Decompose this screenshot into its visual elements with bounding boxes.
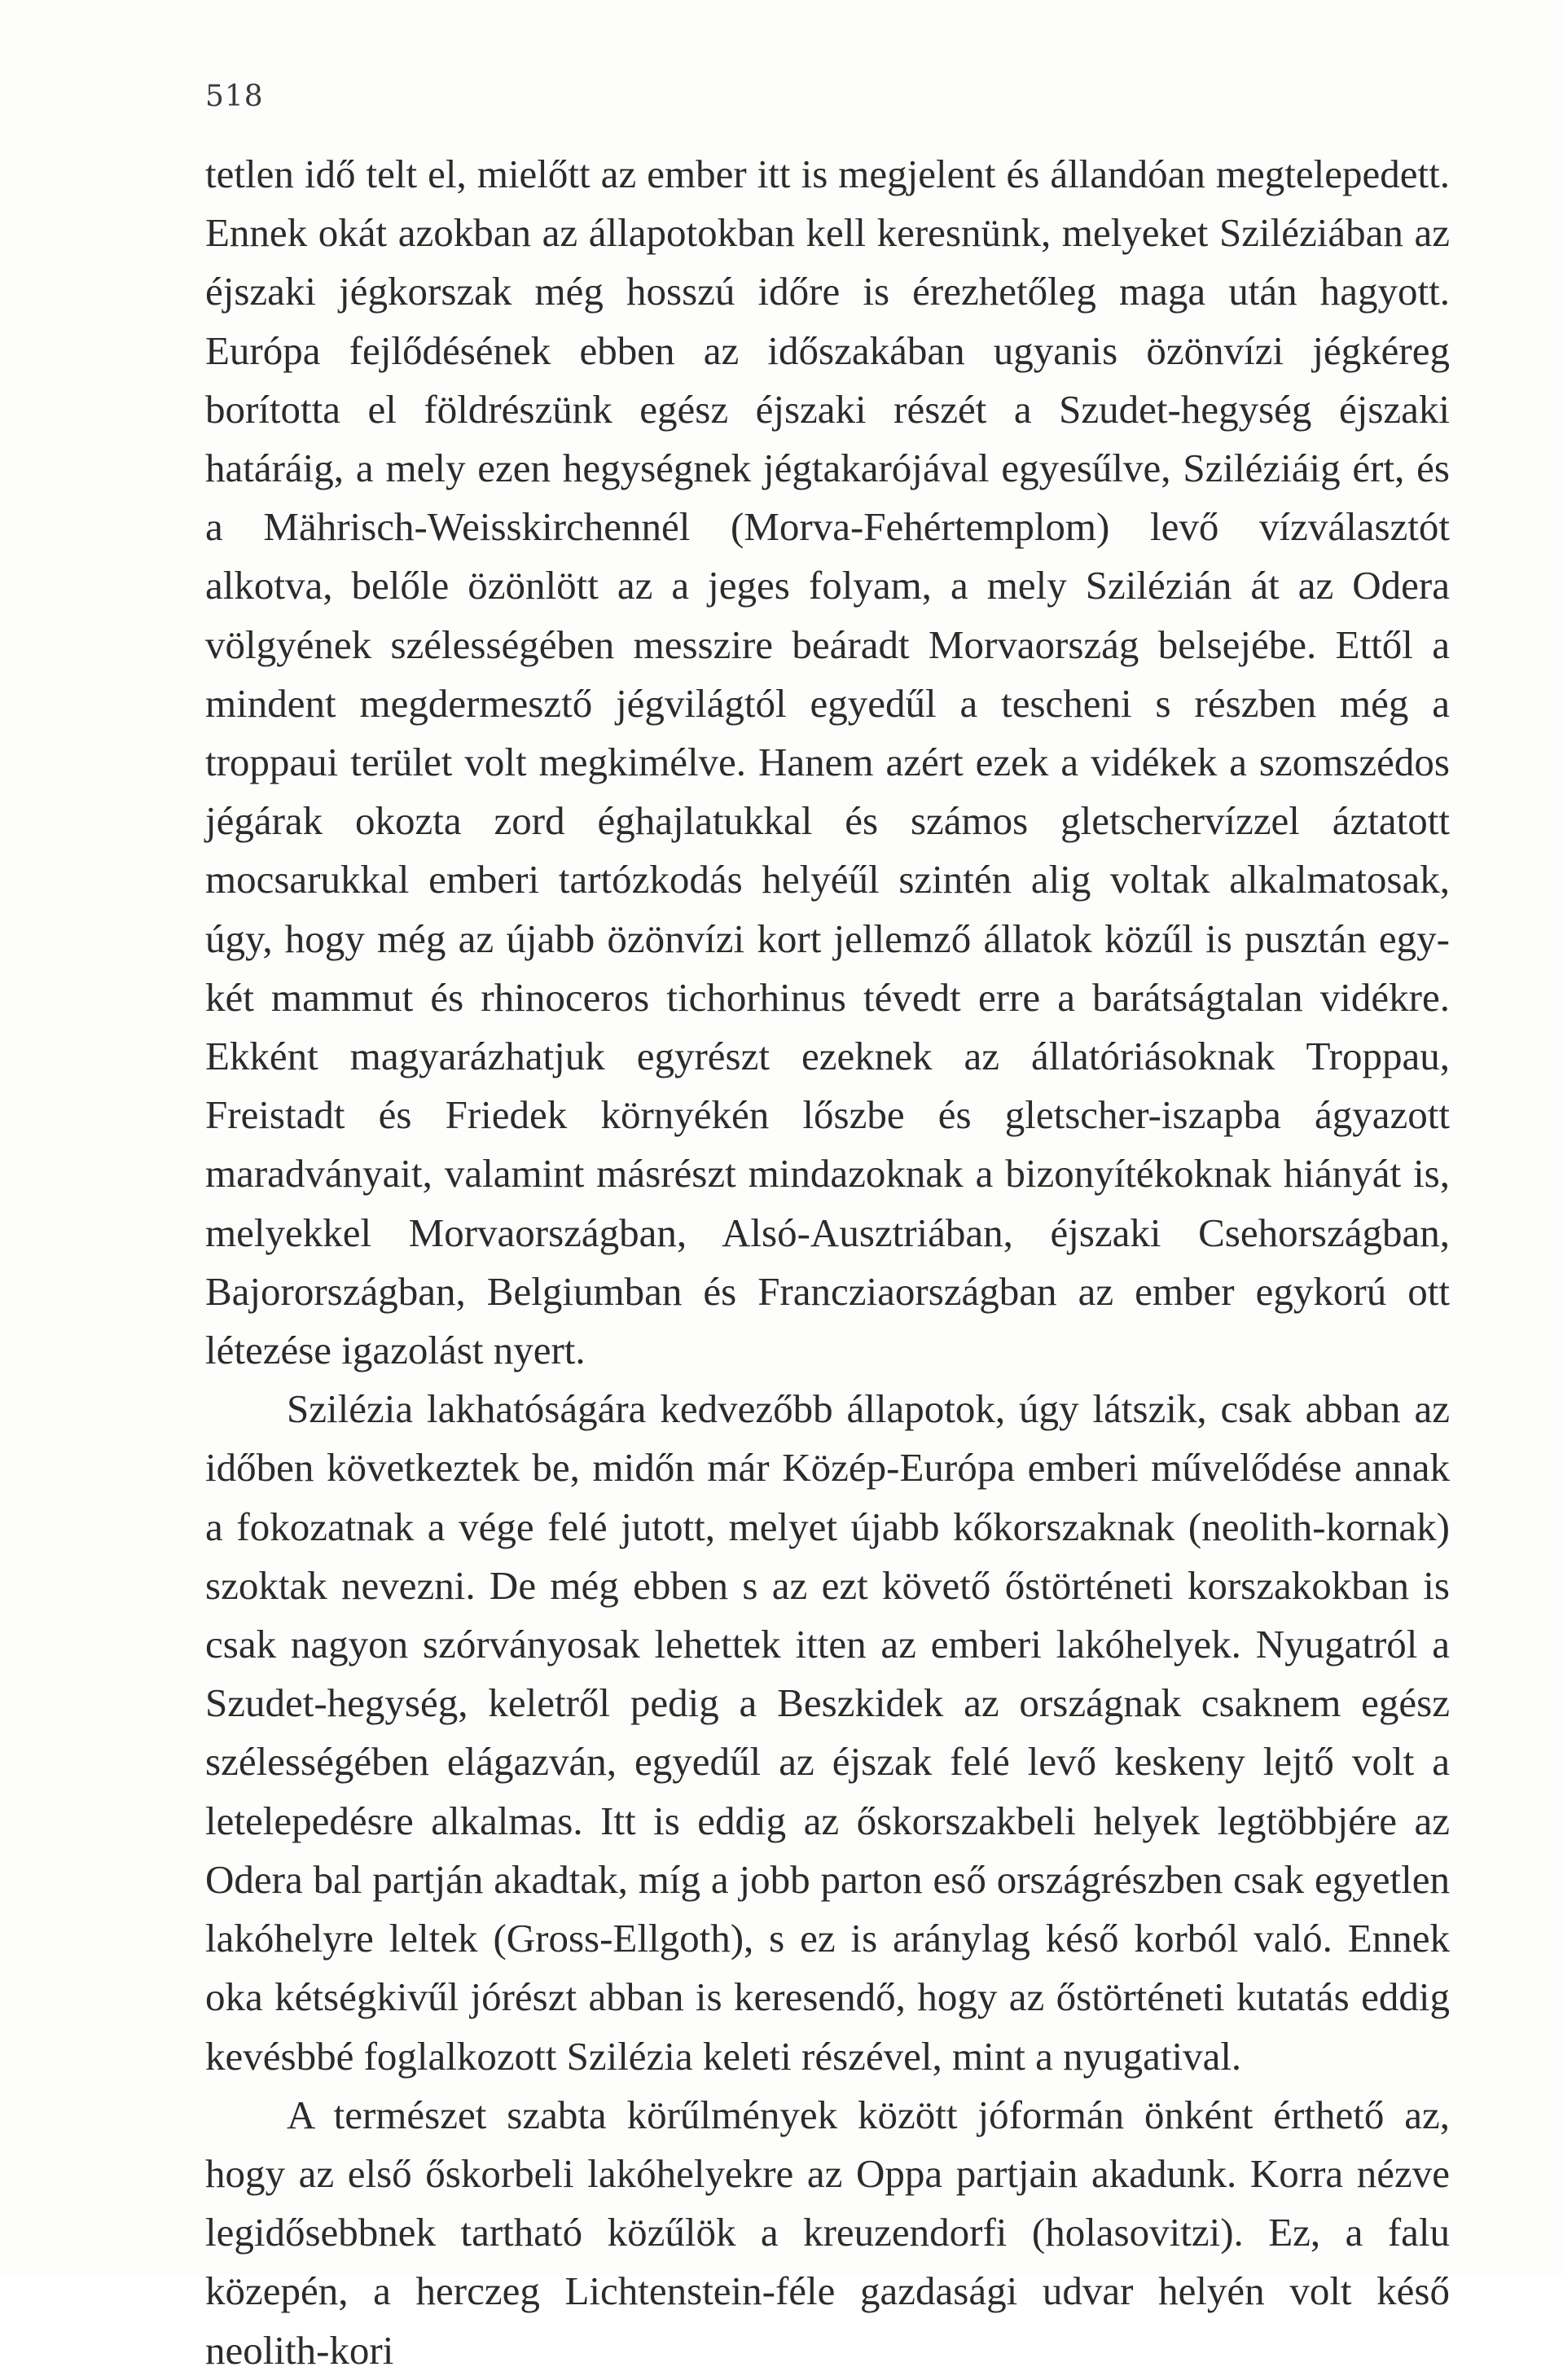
paragraph-1: tetlen idő telt el, mielőtt az ember itt is megjelent és állandóan megtelepedett. Ennek okát azokban az állapotokban kell keresnünk, melyeket Sziléziában az éjszaki jégkorszak még hosszú időre is érezhetőleg maga után hagyott. Európa fejlődésének ebben az időszakában ugyanis özönvízi jégkéreg borította el földrészünk egész éjszaki részét a Szudet-hegység éjszaki határáig, a mely ezen hegységnek jégtakarójával egyesűlve, Sziléziáig ért, és a Mährisch-Weisskirchennél (Morva-Fehértemplom) levő vízválasztót alkotva, belőle özönlött az a jeges folyam, a mely Szilézián át az Odera völgyének szélességében messzire beáradt Morvaország belsejébe. Ettől a mindent megdermesztő jégvilágtól egyedűl a tescheni s részben még a troppaui terület volt megkimélve. Hanem azért ezek a vidékek a szomszédos jégárak okozta zord éghajlatukkal és számos gletschervízzel áztatott mocsarukkal emberi tartózkodás helyéűl szintén alig voltak alkalmatosak, úgy, hogy még az újabb özönvízi kort jellemző állatok közűl is pusztán egy-két mammut és rhinoceros tichorhinus tévedt erre a barátságtalan vidékre. Ekként magyarázhatjuk egyrészt ezeknek az állatóriásoknak Troppau, Freistadt és Friedek környékén lőszbe és gletscher-iszapba ágyazott maradványait, valamint másrészt mindazoknak a bizonyítékoknak hiányát is, melyekkel Morvaországban, Alsó-Ausztriában, éjszaki Csehországban, Bajorországban, Belgiumban és Francziaországban az ember egykorú ott létezése igazolást nyert. [205, 151, 1450, 1373]
body-text [205, 145, 1450, 2380]
paragraph-3: A természet szabta körűlmények között jóformán önként érthető az, hogy az első őskorbeli lakóhelyekre az Oppa partjain akadunk. Korra nézve legidősebbnek tartható közűlök a kreuzendorfi (holasovitzi). Ez, a falu közepén, a herczeg Lichtenstein-féle gazdasági udvar helyén volt késő neolith-kori [205, 2092, 1450, 2373]
paragraph-2: Szilézia lakhatóságára kedvezőbb állapotok, úgy látszik, csak abban az időben következtek be, midőn már Közép-Európa emberi művelődése annak a fokozatnak a vége felé jutott, melyet újabb kőkorszaknak (neolith-kornak) szoktak nevezni. De még ebben s az ezt követő őstörténeti korszakokban is csak nagyon szórványosak lehettek itten az emberi lakóhelyek. Nyugatról a Szudet-hegység, keletről pedig a Beszkidek az országnak csaknem egész szélességében elágazván, egyedűl az éjszak felé levő keskeny lejtő volt a letelepedésre alkalmas. Itt is eddig az őskorszakbeli helyek legtöbbjére az Odera bal partján akadtak, míg a jobb parton eső országrészben csak egyetlen lakóhelyre leltek (Gross-Ellgoth), s ez is aránylag késő korból való. Ennek oka kétségkivűl jórészt abban is keresendő, hogy az őstörténeti kutatás eddig kevésbbé foglalkozott Szilézia keleti részével, mint a nyugatival. [205, 1386, 1450, 2079]
page-number: 518 [205, 80, 264, 113]
